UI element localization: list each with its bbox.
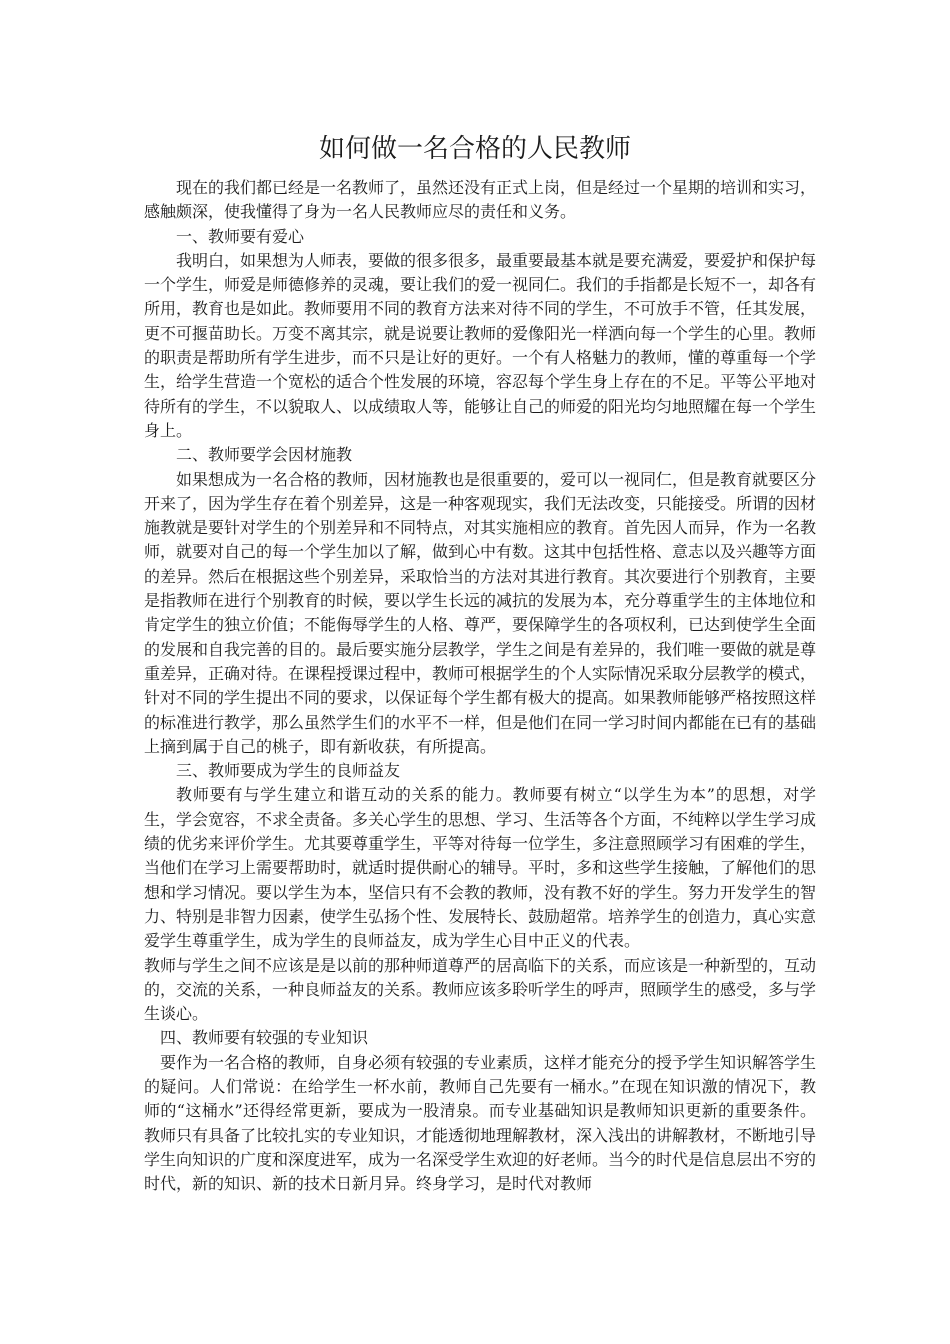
section-3-paragraph-2: 教师与学生之间不应该是是以前的那种师道尊严的居高临下的关系，而应该是一种新型的，互动的，交流的关系，一种良师益友的关系。教师应该多聆听学生的呼声，照顾学生的感受，多与学生谈心。 <box>144 955 817 1024</box>
section-1-paragraph: 我明白，如果想为人师表，要做的很多很多，最重要最基本就是要充满爱，要爱护和保护每一个学生，师爱是师德修养的灵魂，要让我们的爱一视同仁。我们的手指都是长短不一，却各有所用，教育也是如此。教师要用不同的教育方法来对待不同的学生，不可放手不管，任其发展，更不可揠苗助长。万变不离其宗，就是说要让教师的爱像阳光一样洒向每一个学生的心里。教师的职责是帮助所有学生进步，而不只是让好的更好。一个有人格魅力的教师，懂的尊重每一个学生，给学生营造一个宽松的适合个性发展的环境，容忍每个学生身上存在的不足。平等公平地对待所有的学生，不以貌取人、以成绩取人等，能够让自己的师爱的阳光均匀地照耀在每一个学生身上。 <box>144 250 817 440</box>
intro-paragraph: 现在的我们都已经是一名教师了，虽然还没有正式上岗，但是经过一个星期的培训和实习，感触颇深，使我懂得了身为一名人民教师应尽的责任和义务。 <box>144 178 817 222</box>
section-4-paragraph: 要作为一名合格的教师，自身必须有较强的专业素质，这样才能充分的授予学生知识解答学生的疑问。人们常说：在给学生一杯水前，教师自己先要有一桶水。”在现在知识激的情况下，教师的“这桶水”还得经常更新，要成为一股清泉。而专业基础知识是教师知识更新的重要条件。教师只有具备了比较扎实的专业知识，才能透彻地理解教材，深入浅出的讲解教材，不断地引导学生向知识的广度和深度进军，成为一名深受学生欢迎的好老师。当今的时代是信息层出不穷的时代，新的知识、新的技术日新月异。终身学习，是时代对教师 <box>144 1052 817 1194</box>
section-2-paragraph: 如果想成为一名合格的教师，因材施教也是很重要的，爱可以一视同仁，但是教育就要区分开来了，因为学生存在着个别差异，这是一种客观现实，我们无法改变，只能接受。所谓的因材施教就是要针对学生的个别差异和不同特点，对其实施相应的教育。首先因人而异，作为一名教师，就要对自己的每一个学生加以了解，做到心中有数。这其中包括性格、意志以及兴趣等方面的差异。然后在根据这些个别差异，采取恰当的方法对其进行教育。其次要进行个别教育，主要是指教师在进行个别教育的时候，要以学生长远的减抗的发展为本，充分尊重学生的主体地位和肯定学生的独立价值；不能侮辱学生的人格、尊严，要保障学生的各项权利，已达到使学生全面的发展和自我完善的目的。最后要实施分层教学，学生之间是有差异的，我们唯一要做的就是尊重差异，正确对待。在课程授课过程中，教师可根据学生的个人实际情况采取分层教学的模式，针对不同的学生提出不同的要求，以保证每个学生都有极大的提高。如果教师能够严格按照这样的标准进行教学，那么虽然学生们的水平不一样，但是他们在同一学习时间内都能在已有的基础上摘到属于自己的桃子，即有新收获，有所提高。 <box>144 469 817 756</box>
document-title: 如何做一名合格的人民教师 <box>318 134 631 164</box>
section-heading-3: 三、教师要成为学生的良师益友 <box>176 761 401 781</box>
section-heading-2: 二、教师要学会因材施教 <box>176 445 353 465</box>
section-heading-4: 四、教师要有较强的专业知识 <box>160 1028 369 1048</box>
section-heading-1: 一、教师要有爱心 <box>176 226 305 246</box>
section-3-paragraph: 教师要有与学生建立和谐互动的关系的能力。教师要有树立“以学生为本”的思想，对学生，学会宽容，不求全责备。多关心学生的思想、学习、生活等各个方面，不纯粹以学生学习成绩的优劣来评价学生。尤其要尊重学生，平等对待每一位学生，多注意照顾学习有困难的学生，当他们在学习上需要帮助时，就适时提供耐心的辅导。平时，多和这些学生接触，了解他们的思想和学习情况。要以学生为本，坚信只有不会教的教师，没有教不好的学生。努力开发学生的智力、特别是非智力因素，使学生弘扬个性、发展特长、鼓励超常。培养学生的创造力，真心实意爱学生尊重学生，成为学生的良师益友，成为学生心目中正义的代表。 <box>144 785 817 951</box>
document-body <box>144 176 816 1196</box>
